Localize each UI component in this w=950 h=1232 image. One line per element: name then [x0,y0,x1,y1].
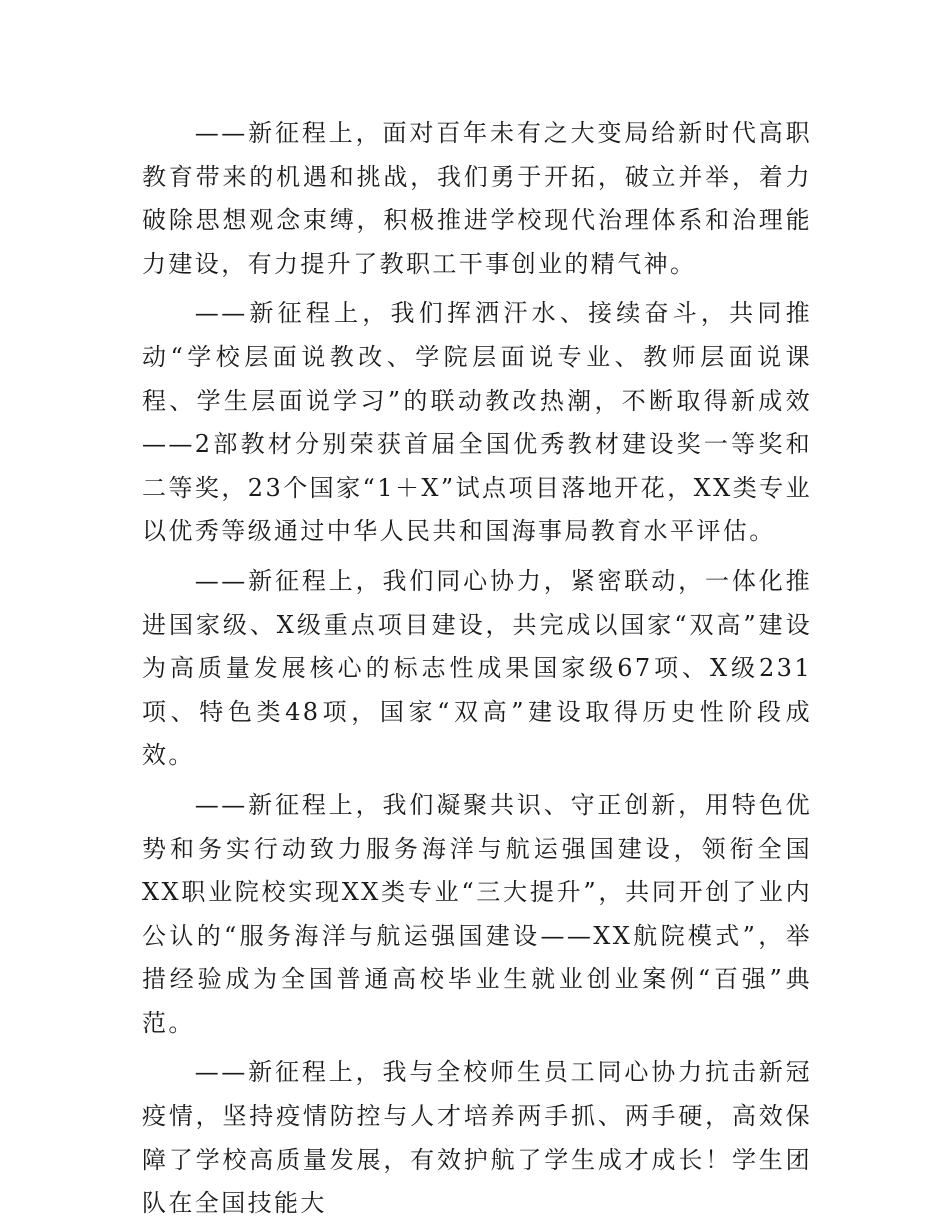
paragraph-4: ——新征程上，我们凝聚共识、守正创新，用特色优势和务实行动致力服务海洋与航运强国建设，领衔全国XX职业院校实现XX类专业“三大提升”，共同开创了业内公认的“服务海洋与航运强国建设——XX航院模式”，举措经验成为全国普通高校毕业生就业创业案例“百强”典范。 [142,790,812,1037]
paragraph-1: ——新征程上，面对百年未有之大变局给新时代高职教育带来的机遇和挑战，我们勇于开拓，破立并举，着力破除思想观念束缚，积极推进学校现代治理体系和治理能力建设，有力提升了教职工干事创业的精气神。 [142,119,812,278]
document-body [142,112,812,1232]
paragraph-3: ——新征程上，我们同心协力，紧密联动，一体化推进国家级、X级重点项目建设，共完成以国家“双高”建设为高质量发展核心的标志性成果国家级67项、X级231项、特色类48项，国家“双高”建设取得历史性阶段成效。 [142,566,812,770]
paragraph-2: ——新征程上，我们挥洒汗水、接续奋斗，共同推动“学校层面说教改、学院层面说专业、教师层面说课程、学生层面说学习”的联动教改热潮，不断取得新成效——2部教材分别荣获首届全国优秀教材建设奖一等奖和二等奖，23个国家“1＋X”试点项目落地开花，XX类专业以优秀等级通过中华人民共和国海事局教育水平评估。 [142,299,812,546]
paragraph-5: ——新征程上，我与全校师生员工同心协力抗击新冠疫情，坚持疫情防控与人才培养两手抓、两手硬，高效保障了学校高质量发展，有效护航了学生成才成长！学生团队在全国技能大 [142,1058,812,1218]
